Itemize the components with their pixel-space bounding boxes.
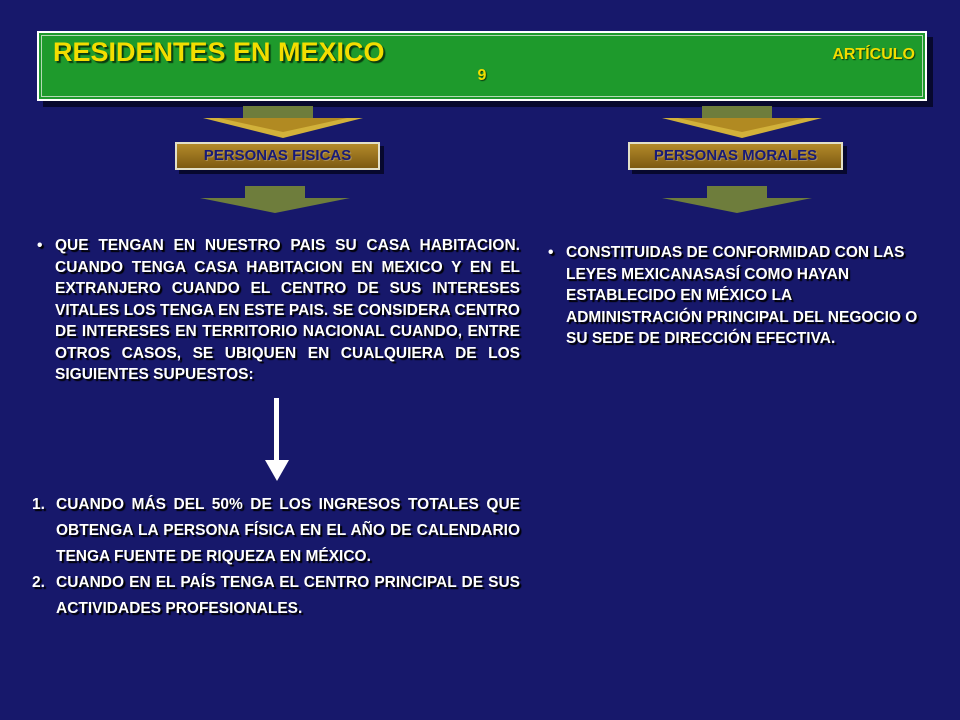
- fisicas-bullet-text: QUE TENGAN EN NUESTRO PAIS SU CASA HABITACION. CUANDO TENGA CASA HABITACION EN MEXICO Y EN EL EXTRANJERO CUANDO EL CENTRO DE SUS INTERESES VITALES LOS TENGA EN ESTE PAIS. SE CONSIDERA CENTRO DE INTERESES EN TERRITORIO NACIONAL CUANDO, ENTRE OTROS CASOS, SE UBIQUEN EN CUALQUIERA DE LOS SIGUIENTES SUPUESTOS:: [55, 237, 520, 383]
- fisicas-bullet: [37, 235, 520, 386]
- bullet-icon: •: [548, 244, 554, 261]
- chevron-down-icon-left-bottom: [200, 186, 350, 214]
- bullet-icon: •: [37, 237, 43, 254]
- chevron-down-icon-left-top: [203, 106, 363, 140]
- arrow-down-icon: [264, 398, 290, 482]
- category-personas-morales: PERSONAS MORALES: [628, 142, 843, 170]
- page-title: RESIDENTES EN MEXICO: [53, 37, 385, 67]
- article-label: ARTÍCULO: [832, 46, 915, 63]
- list-item: 1. CUANDO MÁS DEL 50% DE LOS INGRESOS TOTALES QUE OBTENGA LA PERSONA FÍSICA EN EL AÑO DE CALENDARIO TENGA FUENTE DE RIQUEZA EN MÉXICO.: [32, 496, 520, 565]
- chevron-down-icon-right-bottom: [662, 186, 812, 214]
- list-item: 2. CUANDO EN EL PAÍS TENGA EL CENTRO PRINCIPAL DE SUS ACTIVIDADES PROFESIONALES.: [32, 574, 520, 617]
- chevron-down-icon-right-top: [662, 106, 822, 140]
- category-personas-fisicas: PERSONAS FISICAS: [175, 142, 380, 170]
- morales-bullet-text: CONSTITUIDAS DE CONFORMIDAD CON LAS LEYES MEXICANASASÍ COMO HAYAN ESTABLECIDO EN MÉXICO LA ADMINISTRACIÓN PRINCIPAL DEL NEGOCIO O SU SEDE DE DIRECCIÓN EFECTIVA.: [566, 244, 918, 347]
- article-number: 9: [477, 67, 487, 84]
- fisicas-supuestos-list: [32, 492, 520, 622]
- title-banner: [37, 31, 927, 101]
- morales-bullet: [548, 242, 930, 350]
